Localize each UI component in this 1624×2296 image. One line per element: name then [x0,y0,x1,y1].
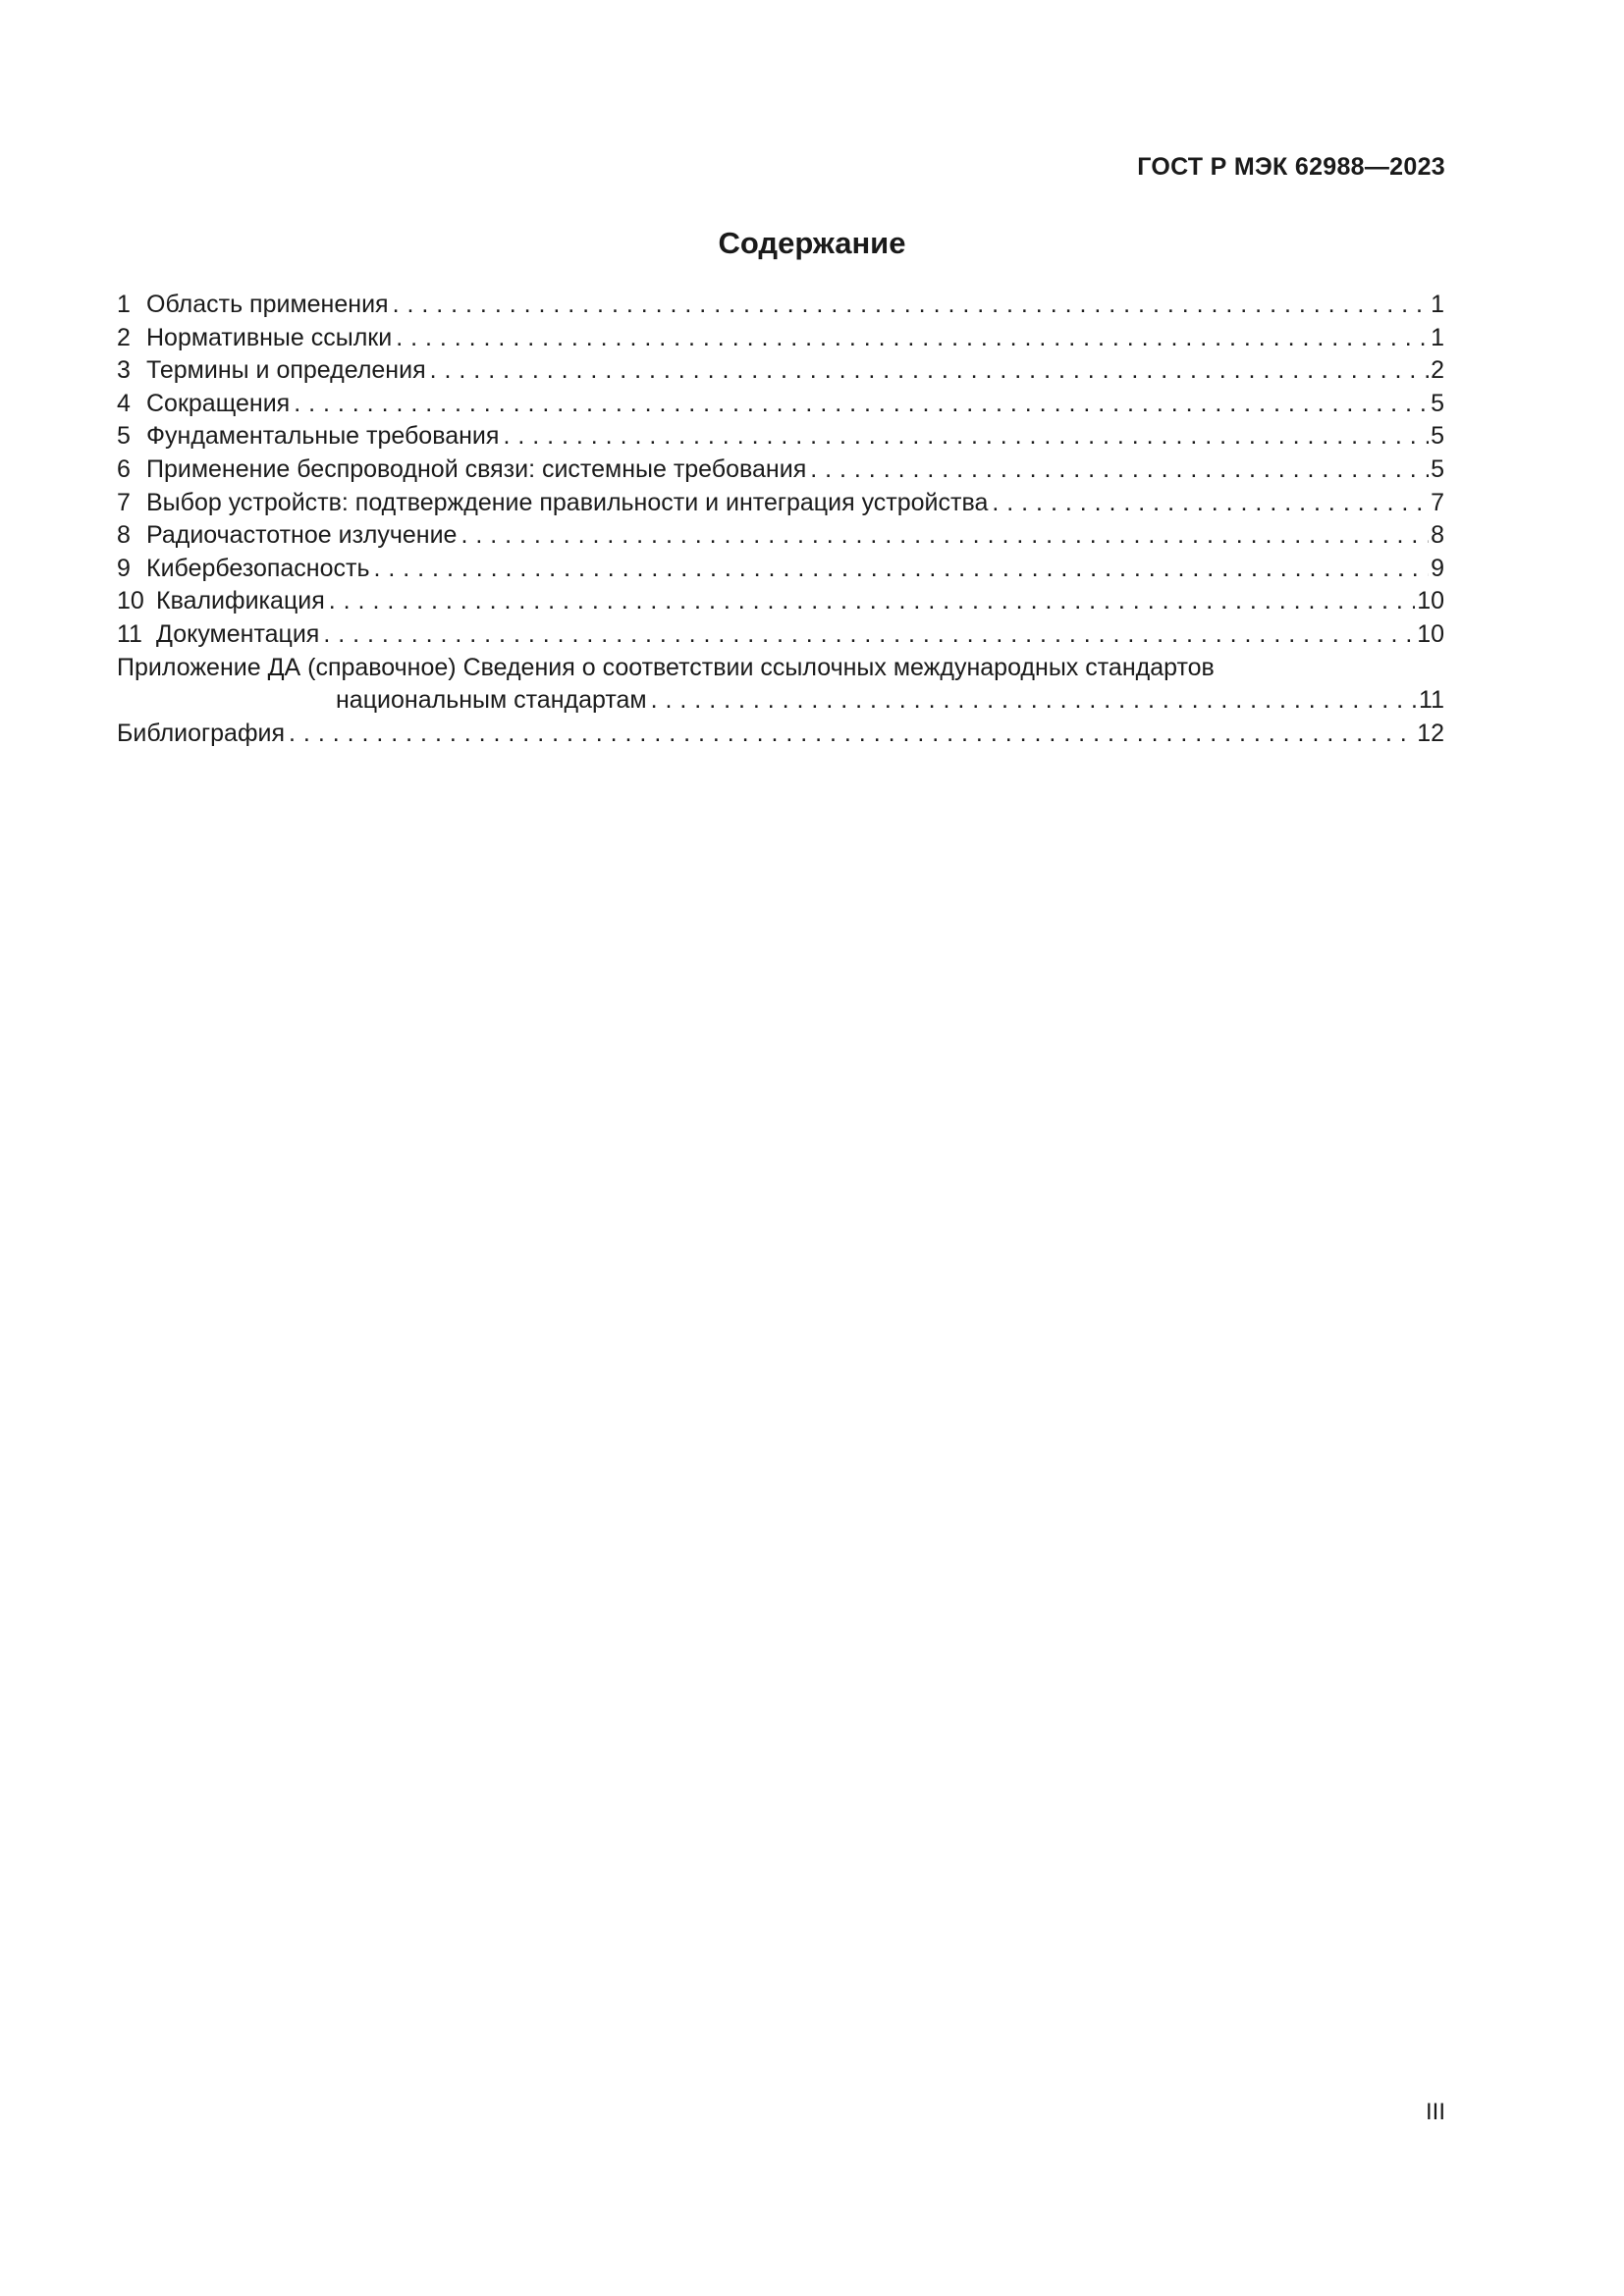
toc-dot-leader [289,718,1415,751]
toc-entry-label: Библиография [117,719,286,747]
toc-entry-page: 1 [1431,323,1444,351]
toc-appendix-title-cont: национальным стандартам [336,686,647,715]
toc-dot-leader [503,420,1429,454]
toc-entry-3[interactable] [117,354,1444,388]
toc-entry-label: Кибербезопасность [146,554,370,582]
toc-dot-leader [651,684,1417,718]
toc-entry-label: Радиочастотное излучение [146,521,458,550]
document-designation: ГОСТ Р МЭК 62988—2023 [1137,153,1445,181]
toc-dot-leader [393,289,1430,322]
toc-entry-number: 10 [117,587,144,615]
toc-entry-2[interactable] [117,322,1444,355]
toc-entry-label: Сокращения [146,389,291,417]
toc-entry-4[interactable] [117,388,1444,421]
toc-entry-page: 7 [1431,488,1444,516]
toc-entry-10[interactable] [117,585,1444,618]
toc-entry-label: Применение беспроводной связи: системные требования [146,454,807,483]
toc-entry-number: 4 [117,389,131,417]
toc-entry-page: 8 [1431,521,1444,550]
toc-entry-label: Выбор устройств: подтверждение правильности и интеграция устройства [146,488,989,516]
toc-dot-leader [294,388,1429,421]
toc-entry-label: Термины и определения [146,356,426,385]
toc-entry-page: 11 [1419,686,1444,715]
toc-entry-page: 5 [1431,422,1444,451]
toc-entry-page: 1 [1431,291,1444,318]
toc-entry-8[interactable] [117,519,1444,553]
toc-dot-leader [460,519,1429,553]
toc-entry-label: Квалификация [156,587,325,615]
toc-entry-number: 1 [117,291,131,318]
toc-entry-1[interactable] [117,289,1444,322]
toc-entry-label: Область применения [146,291,389,318]
toc-entry-number: 9 [117,554,131,582]
toc-appendix-continuation [117,684,1444,718]
toc-entry-page: 2 [1431,356,1444,385]
toc-title: Содержание [718,226,906,260]
toc-dot-leader [430,354,1429,388]
toc-entry-appendix[interactable] [117,652,1444,718]
toc-dot-leader [992,487,1429,520]
toc-entry-7[interactable] [117,487,1444,520]
toc-entry-page: 12 [1417,719,1444,747]
toc-dot-leader [329,585,1415,618]
toc-entry-11[interactable] [117,618,1444,652]
table-of-contents [117,289,1444,750]
toc-entry-label: Нормативные ссылки [146,323,393,351]
toc-dot-leader [396,322,1429,355]
toc-entry-5[interactable] [117,420,1444,454]
page-number: III [1425,2099,1445,2125]
toc-entry-number: 8 [117,521,131,550]
toc-entry-number: 2 [117,323,131,351]
toc-dot-leader [373,553,1429,586]
toc-entry-label: Фундаментальные требования [146,422,500,451]
toc-entry-bibliography[interactable] [117,718,1444,751]
toc-appendix-title: Приложение ДА (справочное) Сведения о соответствии ссылочных международных стандартов [117,653,1215,681]
toc-entry-page: 10 [1417,619,1444,648]
toc-entry-number: 7 [117,488,131,516]
toc-entry-page: 9 [1431,554,1444,582]
toc-entry-number: 3 [117,356,131,385]
toc-entry-6[interactable] [117,454,1444,487]
toc-dot-leader [810,454,1429,487]
toc-entry-9[interactable] [117,553,1444,586]
toc-dot-leader [323,618,1415,652]
toc-entry-number: 6 [117,454,131,483]
toc-entry-page: 10 [1417,587,1444,615]
toc-entry-number: 5 [117,422,131,451]
toc-entry-page: 5 [1431,454,1444,483]
toc-entry-page: 5 [1431,389,1444,417]
toc-entry-label: Документация [156,619,320,648]
toc-entry-number: 11 [117,619,142,648]
